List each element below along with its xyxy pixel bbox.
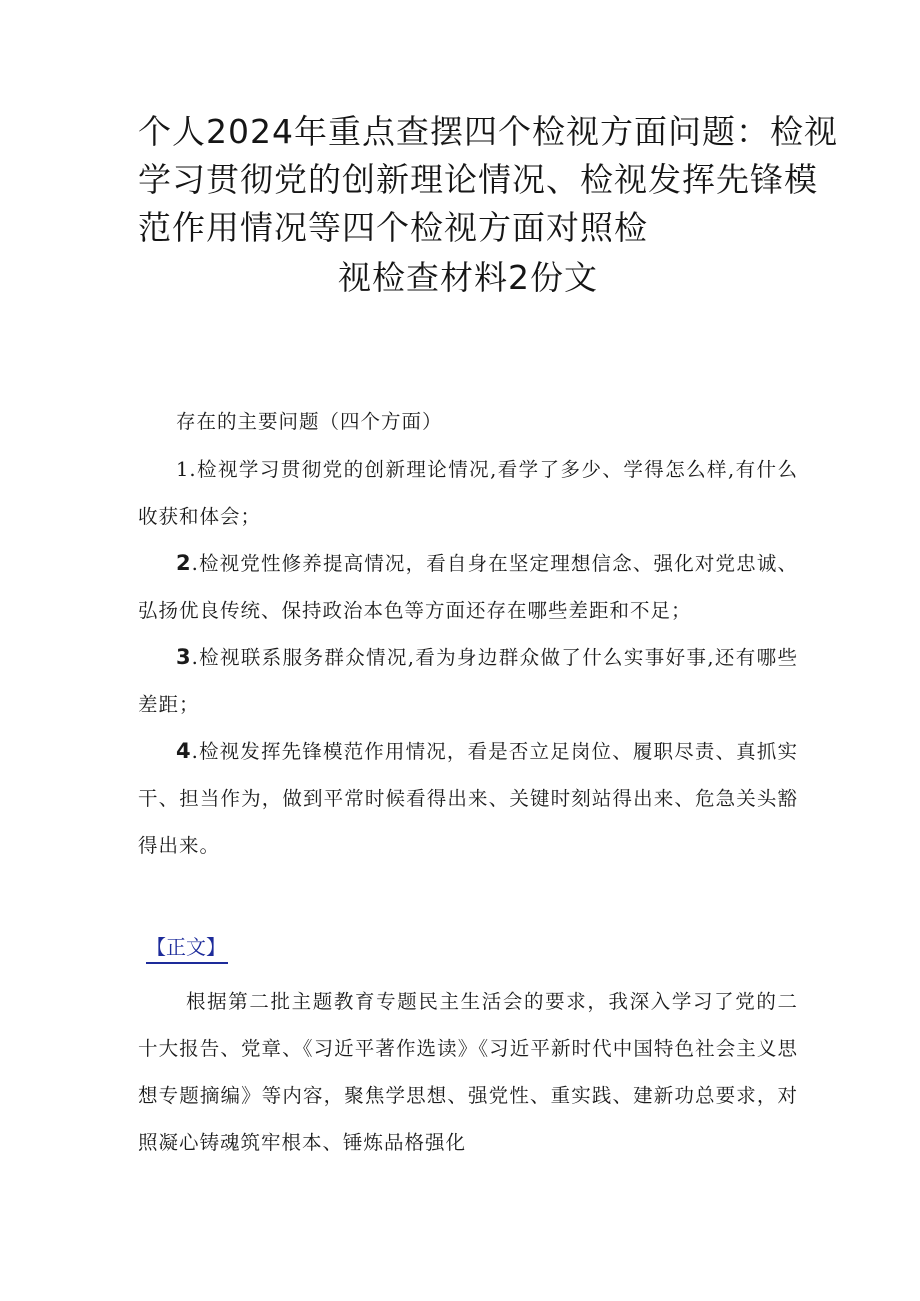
item-text: .检视联系服务群众情况,看为身边群众做了什么实事好事,还有哪些差距； [138, 646, 798, 716]
list-item [138, 634, 798, 728]
title-line-2: 学习贯彻党的创新理论情况、检视发挥先锋模 [138, 160, 818, 199]
body-paragraph-block [138, 978, 798, 1166]
list-item [138, 728, 798, 869]
problem-list [138, 446, 798, 869]
body-section-link[interactable]: 【正文】 [146, 932, 228, 964]
title-line-1: 个人2024年重点查摆四个检视方面问题：检视 [138, 112, 838, 151]
title-line-4: 视检查材料2份文 [338, 258, 598, 297]
list-item [138, 540, 798, 634]
section-heading-block [138, 398, 798, 445]
item-text: 检视学习贯彻党的创新理论情况,看学了多少、学得怎么样,有什么收获和体会； [138, 458, 798, 528]
item-number: 2 [176, 551, 192, 575]
document-title [138, 108, 838, 302]
section-heading: 存在的主要问题（四个方面） [176, 410, 443, 433]
list-item [138, 446, 798, 540]
title-line-3: 范作用情况等四个检视方面对照检 [138, 208, 648, 247]
item-number: 3 [176, 645, 192, 669]
item-text: .检视党性修养提高情况，看自身在坚定理想信念、强化对党忠诚、弘扬优良传统、保持政治本色等方面还存在哪些差距和不足； [138, 552, 798, 622]
item-number: 4 [176, 739, 192, 763]
item-number: 1. [176, 458, 197, 481]
item-text: .检视发挥先锋模范作用情况，看是否立足岗位、履职尽责、真抓实干、担当作为，做到平常时候看得出来、关键时刻站得出来、危急关头豁得出来。 [138, 740, 798, 857]
body-paragraph: 根据第二批主题教育专题民主生活会的要求，我深入学习了党的二十大报告、党章、《习近平著作选读》《习近平新时代中国特色社会主义思想专题摘编》等内容，聚焦学思想、强党性、重实践、建新功总要求，对照凝心铸魂筑牢根本、锤炼品格强化 [138, 990, 798, 1154]
